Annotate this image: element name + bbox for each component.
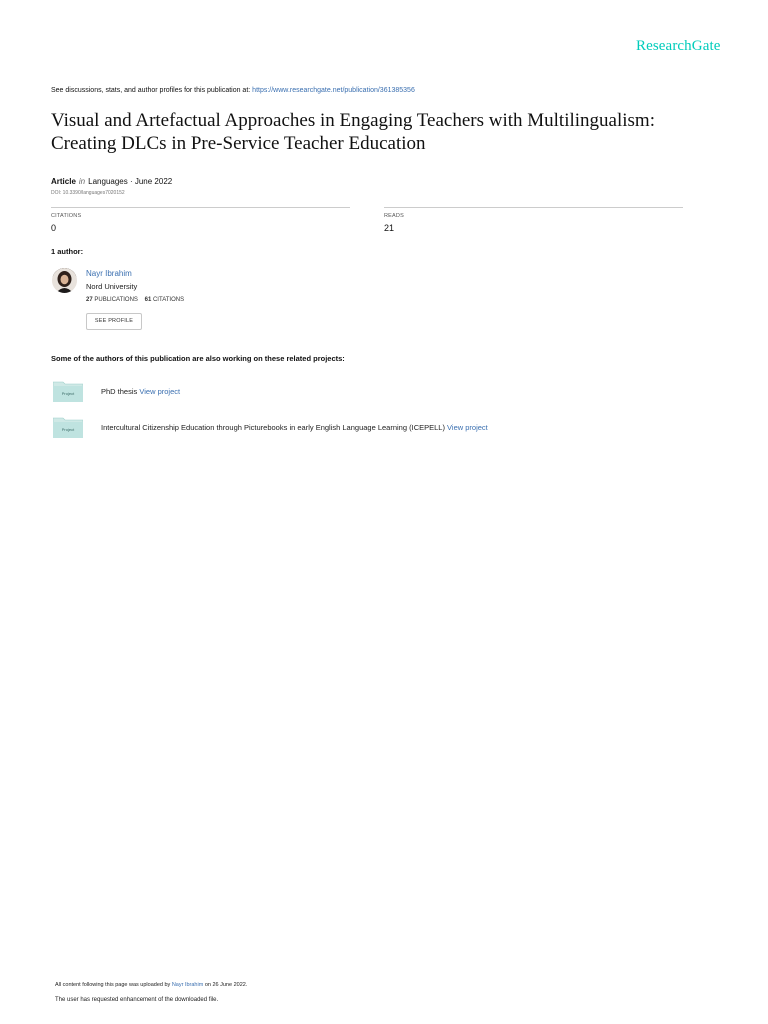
citations-label: CITATIONS bbox=[51, 213, 82, 219]
project-icon-label: Project bbox=[61, 391, 75, 396]
author-citations-count: 61 bbox=[144, 297, 152, 303]
enhancement-note: The user has requested enhancement of the downloaded file. bbox=[55, 997, 219, 1003]
publication-url-link[interactable]: https://www.researchgate.net/publication/361385356 bbox=[252, 87, 415, 94]
view-project-link[interactable]: View project bbox=[139, 387, 181, 396]
upload-note bbox=[55, 982, 247, 988]
related-projects-heading: Some of the authors of this publication are also working on these related projects: bbox=[51, 354, 345, 363]
author-citations-label: CITATIONS bbox=[152, 297, 185, 303]
uploader-link[interactable]: Nayr Ibrahim bbox=[171, 982, 204, 988]
discussions-text: See discussions, stats, and author profiles for this publication at: bbox=[51, 87, 253, 94]
upload-prefix: All content following this page was uploaded by bbox=[55, 982, 172, 988]
article-doi: DOI: 10.3390/languages7020152 bbox=[51, 190, 125, 196]
authors-heading: 1 author: bbox=[51, 247, 84, 256]
project-icon-label: Project bbox=[61, 427, 75, 432]
discussions-line bbox=[51, 87, 415, 94]
project-row-2 bbox=[101, 423, 488, 432]
reads-label: READS bbox=[384, 213, 404, 219]
reads-divider bbox=[384, 207, 683, 208]
project-folder-icon bbox=[53, 380, 83, 407]
see-profile-button[interactable]: SEE PROFILE bbox=[86, 313, 142, 330]
upload-suffix: on 26 June 2022. bbox=[203, 982, 248, 988]
article-type: Article bbox=[51, 177, 76, 186]
in-word: in bbox=[78, 177, 86, 186]
author-publications-count: 27 bbox=[86, 297, 93, 303]
project-title: PhD thesis bbox=[101, 387, 140, 396]
project-row-1 bbox=[101, 387, 180, 396]
author-institution: Nord University bbox=[86, 282, 138, 291]
view-project-link[interactable]: View project bbox=[447, 423, 488, 432]
author-stats bbox=[86, 297, 184, 303]
citations-divider bbox=[51, 207, 350, 208]
reads-value: 21 bbox=[384, 223, 395, 233]
project-folder-icon bbox=[53, 416, 83, 443]
author-publications-label: PUBLICATIONS bbox=[94, 297, 138, 303]
journal-date: Languages · June 2022 bbox=[88, 177, 173, 186]
avatar-portrait-icon bbox=[52, 268, 77, 293]
article-meta bbox=[51, 177, 172, 186]
article-title: Visual and Artefactual Approaches in Engaging Teachers with Multilingualism: Creating DLCs in Pre-Service Teacher Education bbox=[51, 110, 655, 154]
project-title: Intercultural Citizenship Education through Picturebooks in early English Language Learning (ICEPELL) bbox=[101, 423, 448, 432]
citations-value: 0 bbox=[51, 223, 57, 233]
researchgate-logo[interactable]: ResearchGate bbox=[636, 38, 721, 54]
author-name-link[interactable]: Nayr Ibrahim bbox=[86, 269, 132, 278]
author-avatar[interactable] bbox=[52, 268, 77, 293]
